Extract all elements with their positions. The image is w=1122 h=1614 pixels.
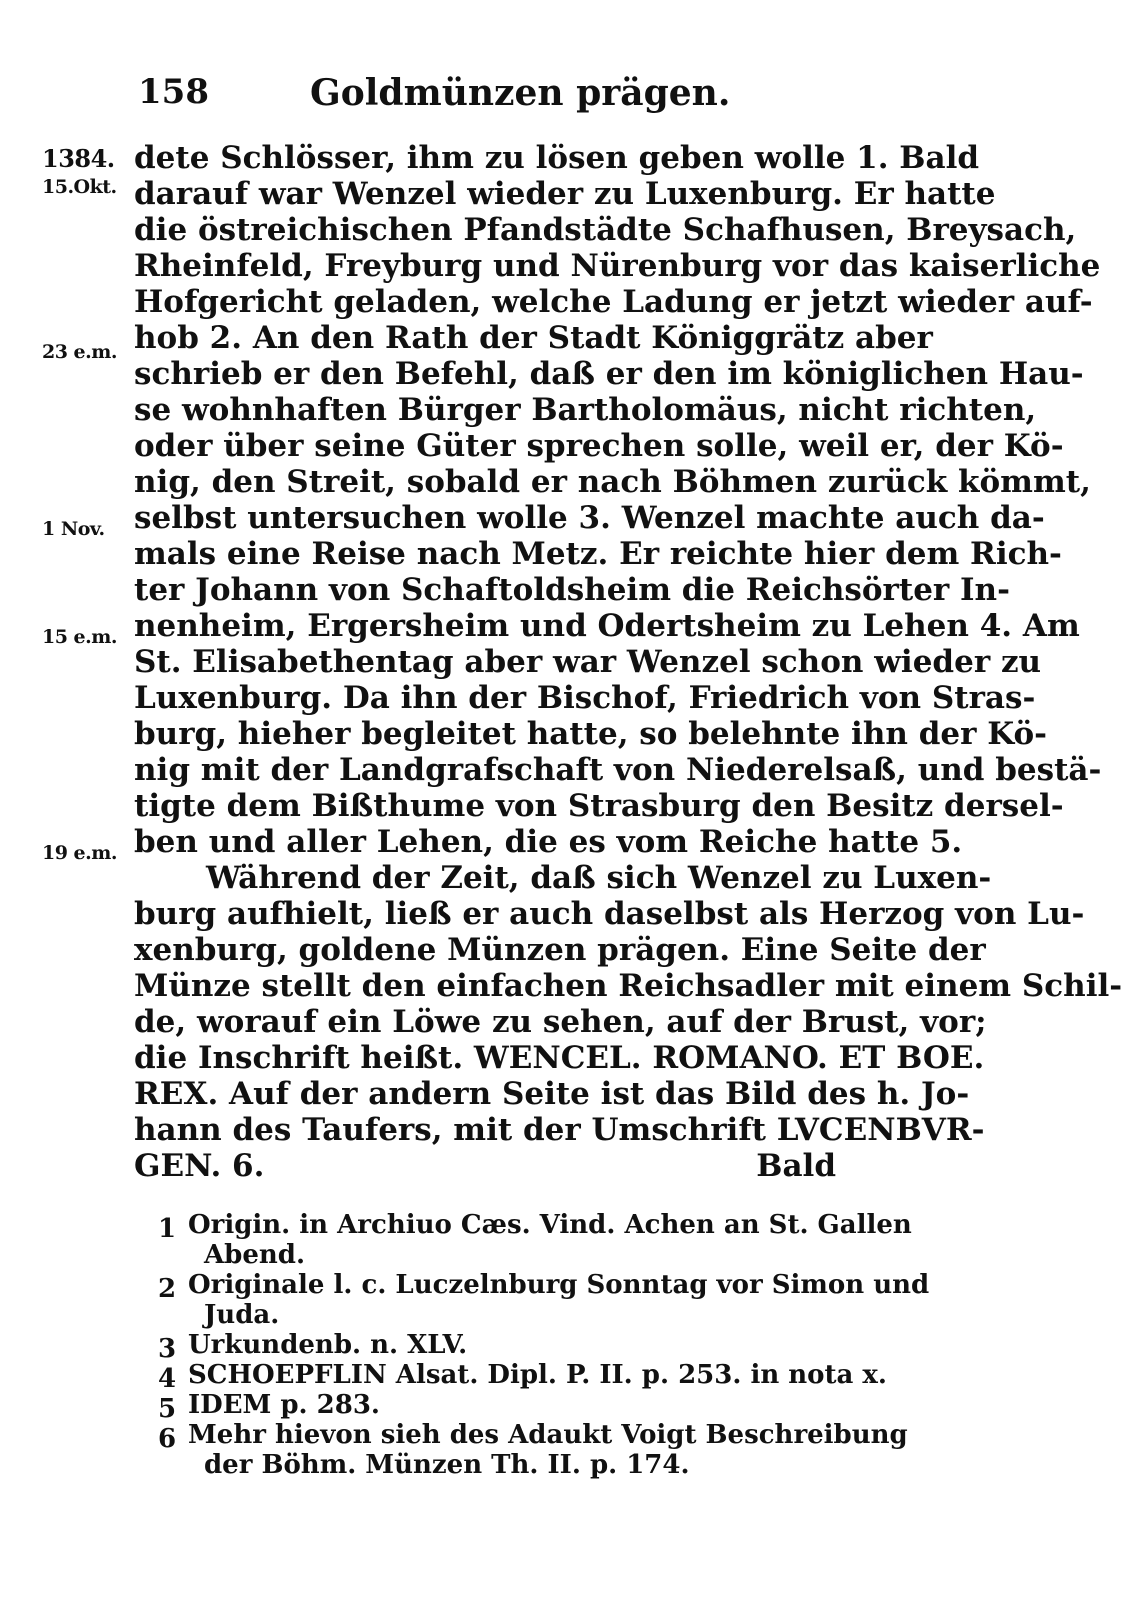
text-line: dete Schlösser, ihm zu lösen geben wolle 1. Bald bbox=[134, 140, 980, 176]
footnote-line: Abend. bbox=[204, 1240, 306, 1270]
text-line: ben und aller Lehen, die es vom Reiche hatte 5. bbox=[134, 824, 963, 860]
text-line: Münze stellt den einfachen Reichsadler mit einem Schil- bbox=[134, 968, 1122, 1004]
footnote-number: 1 bbox=[158, 1214, 177, 1244]
footnote-number: 5 bbox=[158, 1394, 177, 1424]
margin-note-year: 1384. bbox=[42, 144, 115, 173]
text-line: Rheinfeld, Freyburg und Nürenburg vor das kaiserliche bbox=[134, 248, 1101, 284]
page-number: 158 bbox=[138, 72, 209, 112]
footnote-number: 2 bbox=[158, 1274, 177, 1304]
text-line: Hofgericht geladen, welche Ladung er jetzt wieder auf- bbox=[134, 284, 1093, 320]
footnote-number: 6 bbox=[158, 1424, 177, 1454]
footnote-line: Urkundenb. n. XLV. bbox=[188, 1330, 468, 1360]
text-line: tigte dem Bißthume von Strasburg den Besitz dersel- bbox=[134, 788, 1064, 824]
margin-note-date: 15 e.m. bbox=[42, 626, 117, 648]
text-line: xenburg, goldene Münzen prägen. Eine Seite der bbox=[134, 932, 986, 968]
text-line: schrieb er den Befehl, daß er den im königlichen Hau- bbox=[134, 356, 1084, 392]
text-line: nenheim, Ergersheim und Odertsheim zu Lehen 4. Am bbox=[134, 608, 1080, 644]
text-line: oder über seine Güter sprechen solle, weil er, der Kö- bbox=[134, 428, 1064, 464]
margin-note-date: 15.Okt. bbox=[42, 176, 117, 198]
margin-note-date: 23 e.m. bbox=[42, 341, 117, 363]
footnote-line: Originale l. c. Luczelnburg Sonntag vor Simon und bbox=[188, 1270, 930, 1300]
footnote-line: IDEM p. 283. bbox=[188, 1390, 380, 1420]
text-line: hob 2. An den Rath der Stadt Königgrätz aber bbox=[134, 320, 933, 356]
margin-note-date: 1 Nov. bbox=[42, 518, 105, 540]
text-line: Während der Zeit, daß sich Wenzel zu Luxen- bbox=[206, 860, 992, 896]
text-line: se wohnhaften Bürger Bartholomäus, nicht richten, bbox=[134, 392, 1037, 428]
text-line: REX. Auf der andern Seite ist das Bild des h. Jo- bbox=[134, 1076, 970, 1112]
text-line: darauf war Wenzel wieder zu Luxenburg. Er hatte bbox=[134, 176, 996, 212]
text-line: de, worauf ein Löwe zu sehen, auf der Brust, vor; bbox=[134, 1004, 987, 1040]
footnote-line: Juda. bbox=[204, 1300, 280, 1330]
text-line: nig mit der Landgrafschaft von Niederelsaß, und bestä- bbox=[134, 752, 1102, 788]
text-line: burg aufhielt, ließ er auch daselbst als Herzog von Lu- bbox=[134, 896, 1085, 932]
text-line: die Inschrift heißt. WENCEL. ROMANO. ET BOE. bbox=[134, 1040, 985, 1076]
footnote-number: 3 bbox=[158, 1334, 177, 1364]
text-line: die östreichischen Pfandstädte Schafhusen, Breysach, bbox=[134, 212, 1077, 248]
text-line: GEN. 6. bbox=[134, 1148, 265, 1184]
text-line: hann des Taufers, mit der Umschrift LVCENBVR- bbox=[134, 1112, 985, 1148]
footnote-line: SCHOEPFLIN Alsat. Dipl. P. II. p. 253. in nota x. bbox=[188, 1360, 887, 1390]
text-line: selbst untersuchen wolle 3. Wenzel machte auch da- bbox=[134, 500, 1045, 536]
footnote-line: der Böhm. Münzen Th. II. p. 174. bbox=[204, 1450, 690, 1480]
catchword: Bald bbox=[756, 1148, 836, 1184]
footnote-line: Origin. in Archiuo Cæs. Vind. Achen an St. Gallen bbox=[188, 1210, 912, 1240]
text-line: burg, hieher begleitet hatte, so belehnte ihn der Kö- bbox=[134, 716, 1048, 752]
margin-note-date: 19 e.m. bbox=[42, 842, 117, 864]
footnote-number: 4 bbox=[158, 1364, 177, 1394]
running-title: Goldmünzen prägen. bbox=[310, 72, 731, 114]
footnote-line: Mehr hievon sieh des Adaukt Voigt Beschreibung bbox=[188, 1420, 908, 1450]
text-line: St. Elisabethentag aber war Wenzel schon wieder zu bbox=[134, 644, 1042, 680]
text-line: nig, den Streit, sobald er nach Böhmen zurück kömmt, bbox=[134, 464, 1091, 500]
text-line: ter Johann von Schaftoldsheim die Reichsörter In- bbox=[134, 572, 1010, 608]
page-header bbox=[130, 72, 830, 122]
text-line: Luxenburg. Da ihn der Bischof, Friedrich von Stras- bbox=[134, 680, 1036, 716]
text-line: mals eine Reise nach Metz. Er reichte hier dem Rich- bbox=[134, 536, 1062, 572]
